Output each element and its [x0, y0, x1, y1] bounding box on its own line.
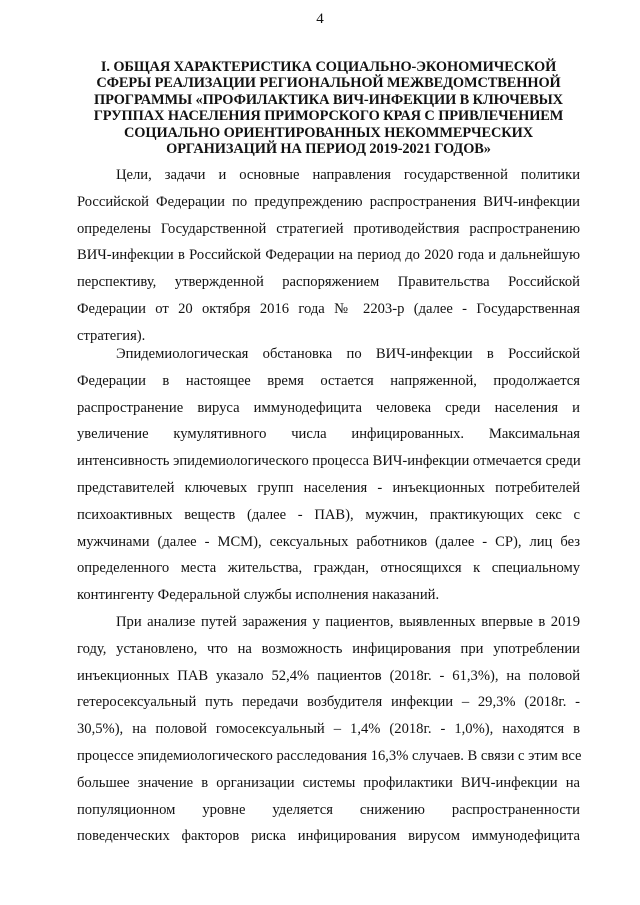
- text-line: 30,5%), на половой гомосексуальный – 1,4% (2018г. - 1,0%), находятся в: [77, 721, 580, 738]
- text-line: интенсивность эпидемиологического процесса ВИЧ-инфекции отмечается среди: [77, 453, 581, 470]
- text-line: процессе эпидемиологического расследования 16,3% случаев. В связи с этим все: [77, 747, 582, 764]
- heading-line: СОЦИАЛЬНО ОРИЕНТИРОВАННЫХ НЕКОММЕРЧЕСКИХ: [123, 124, 534, 141]
- page-number: 4: [316, 11, 324, 27]
- text-line: Российской Федерации по предупреждению распространения ВИЧ-инфекции: [77, 193, 580, 210]
- text-line: Цели, задачи и основные направления государственной политики: [116, 167, 580, 183]
- text-line: Эпидемиологическая обстановка по ВИЧ-инфекции в Российской: [116, 346, 580, 362]
- text-line: Федерации в настоящее время остается напряженной, продолжается: [77, 372, 580, 389]
- text-line: увеличение кумулятивного числа инфицированных. Максимальная: [77, 426, 580, 443]
- heading-line: ПРОГРАММЫ «ПРОФИЛАКТИКА ВИЧ-ИНФЕКЦИИ В КЛЮЧЕВЫХ: [94, 91, 563, 108]
- text-line: представителей ключевых групп населения - инъекционных потребителей: [77, 479, 580, 496]
- heading-line: I. ОБЩАЯ ХАРАКТЕРИСТИКА СОЦИАЛЬНО-ЭКОНОМИЧЕСКОЙ: [100, 59, 557, 75]
- text-line: стратегия).: [77, 327, 146, 344]
- heading-line: ОРГАНИЗАЦИЙ НА ПЕРИОД 2019-2021 ГОДОВ»: [166, 141, 491, 158]
- text-line: большее значение в организации системы профилактики ВИЧ-инфекции на: [77, 774, 580, 791]
- text-line: поведенческих факторов риска инфицирования вирусом иммунодефицита: [77, 828, 580, 845]
- text-line: гетеросексуальный путь передачи возбудителя инфекции – 29,3% (2018г. -: [77, 694, 580, 711]
- text-line: психоактивных веществ (далее - ПАВ), мужчин, практикующих секс с: [77, 506, 580, 523]
- paragraph-transmission-analysis: [77, 609, 580, 850]
- text-line: распространение вируса иммунодефицита человека среди населения и: [77, 399, 580, 416]
- text-line: году, установлено, что на возможность инфицирования при употреблении: [77, 640, 580, 657]
- paragraph-strategy: [77, 162, 580, 350]
- text-line: При анализе путей заражения у пациентов, выявленных впервые в 2019: [116, 614, 580, 630]
- text-line: ВИЧ-инфекции в Российской Федерации на период до 2020 года и дальнейшую: [77, 247, 580, 264]
- section-heading: [76, 59, 581, 157]
- text-line: инъекционных ПАВ указало 52,4% пациентов (2018г. - 61,3%), на половой: [77, 667, 580, 684]
- paragraph-epidemiology: [77, 341, 580, 609]
- text-line: перспективу, утвержденной распоряжением Правительства Российской: [77, 274, 580, 291]
- text-line: Федерации от 20 октября 2016 года № 2203-р (далее - Государственная: [77, 300, 580, 317]
- heading-line: ГРУППАХ НАСЕЛЕНИЯ ПРИМОРСКОГО КРАЯ С ПРИВЛЕЧЕНИЕМ: [93, 108, 564, 125]
- heading-line: СФЕРЫ РЕАЛИЗАЦИИ РЕГИОНАЛЬНОЙ МЕЖВЕДОМСТВЕННОЙ: [96, 75, 561, 92]
- text-line: мужчинами (далее - МСМ), сексуальных работников (далее - СР), лиц без: [77, 533, 580, 550]
- text-line: определенного места жительства, граждан, относящихся к специальному: [77, 560, 580, 577]
- text-line: популяционном уровне уделяется снижению распространенности: [77, 801, 580, 818]
- text-line: контингенту Федеральной службы исполнения наказаний.: [77, 587, 440, 604]
- text-line: определены Государственной стратегией противодействия распространению: [77, 220, 580, 237]
